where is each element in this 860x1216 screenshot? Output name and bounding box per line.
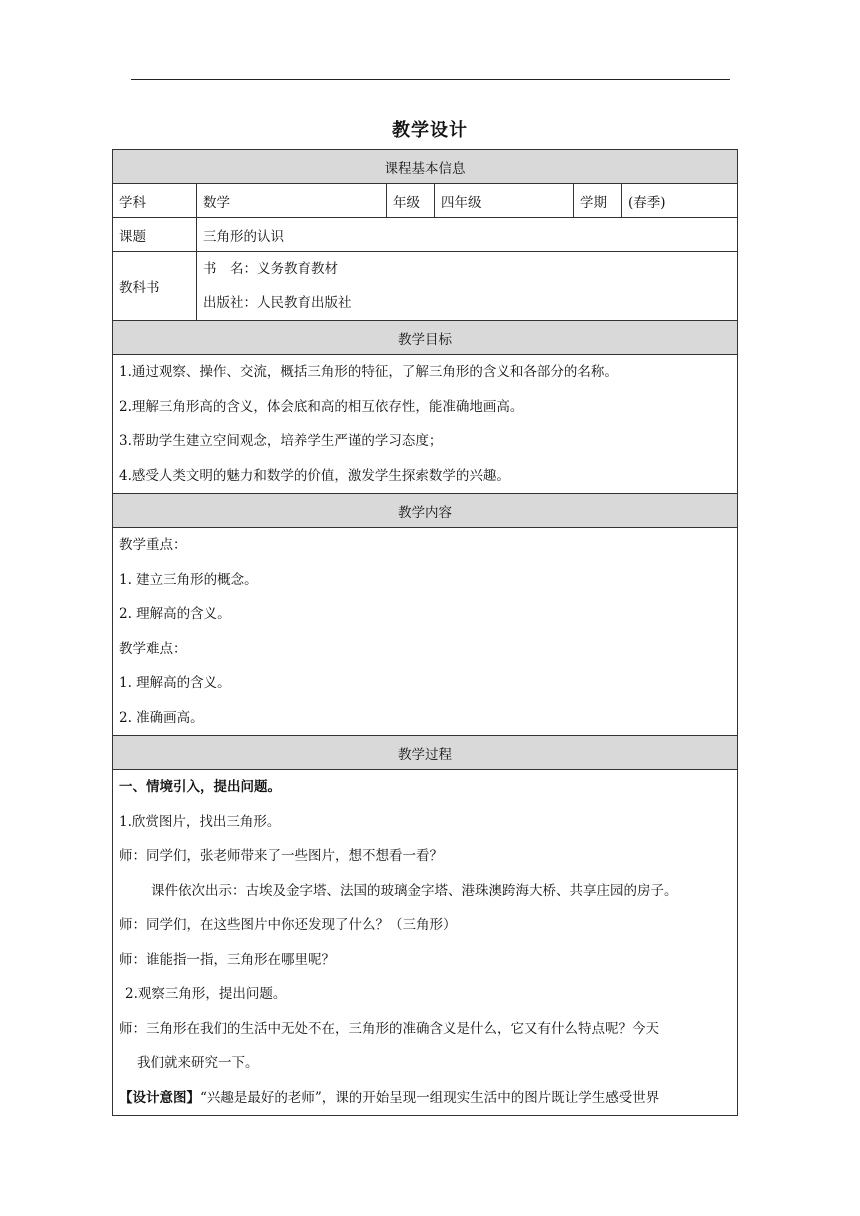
list-item: 2. 理解高的含义。 xyxy=(119,606,231,622)
teacher-line: 师：同学们，张老师带来了一些图片，想不想看一看？ xyxy=(119,848,443,864)
process-text xyxy=(113,770,738,1116)
topic-value: 三角形的认识 xyxy=(197,218,738,252)
grade-value: 四年级 xyxy=(435,184,574,218)
key-points-label: 教学重点： xyxy=(119,537,187,553)
teacher-line: 师：三角形在我们的生活中无处不在，三角形的准确含义是什么，它又有什么特点呢？今天 xyxy=(119,1020,659,1037)
design-intent-label: 【设计意图】 xyxy=(119,1089,200,1106)
header-rule xyxy=(131,79,730,80)
design-intent-text: “兴趣是最好的老师”，课的开始呈现一组现实生活中的图片既让学生感受世界 xyxy=(200,1089,660,1106)
section-header-basic: 课程基本信息 xyxy=(113,150,738,184)
textbook-info xyxy=(197,252,738,321)
list-item: 2. 准确画高。 xyxy=(119,709,204,726)
textbook-label: 教科书 xyxy=(113,252,197,321)
table-row xyxy=(113,218,738,252)
difficult-points-label: 教学难点： xyxy=(119,640,187,657)
section-header-content: 教学内容 xyxy=(113,494,738,528)
content-list xyxy=(113,528,738,736)
section-header-process: 教学过程 xyxy=(113,736,738,770)
page-title: 教学设计 xyxy=(392,120,468,141)
courseware-line: 课件依次出示：古埃及金字塔、法国的玻璃金字塔、港珠澳跨海大桥、共享庄园的房子。 xyxy=(151,882,678,899)
grade-label: 年级 xyxy=(387,184,435,218)
list-item: 2.理解三角形高的含义，体会底和高的相互依存性，能准确地画高。 xyxy=(119,398,524,415)
list-item: 4.感受人类文明的魅力和数学的价值，激发学生探索数学的兴趣。 xyxy=(119,467,510,484)
process-step: 2.观察三角形，提出问题。 xyxy=(125,986,287,1002)
term-label: 学期 xyxy=(574,184,622,218)
process-heading: 一、情境引入，提出问题。 xyxy=(119,779,281,795)
book-publisher: 出版社：人民教育出版社 xyxy=(203,295,352,311)
process-step: 1.欣赏图片，找出三角形。 xyxy=(119,813,281,830)
book-name: 书 名：义务教育教材 xyxy=(203,261,338,277)
list-item: 1.通过观察、操作、交流，概括三角形的特征，了解三角形的含义和各部分的名称。 xyxy=(119,364,618,380)
subject-value: 数学 xyxy=(197,184,387,218)
list-item: 3.帮助学生建立空间观念，培养学生严谨的学习态度； xyxy=(119,433,443,449)
teacher-line: 师：同学们，在这些图片中你还发现了什么？（三角形） xyxy=(119,917,457,933)
topic-label: 课题 xyxy=(113,218,197,252)
term-value: (春季) xyxy=(622,184,738,218)
teacher-line: 师：谁能指一指，三角形在哪里呢？ xyxy=(119,951,335,968)
table-row xyxy=(113,184,738,218)
list-item: 1. 理解高的含义。 xyxy=(119,675,231,691)
subject-label: 学科 xyxy=(113,184,197,218)
goals-list xyxy=(113,355,738,494)
table-row xyxy=(113,252,738,321)
list-item: 1. 建立三角形的概念。 xyxy=(119,571,258,588)
design-intent xyxy=(119,1081,731,1116)
teacher-line-continued: 我们就来研究一下。 xyxy=(137,1055,259,1071)
section-header-goals: 教学目标 xyxy=(113,321,738,355)
lesson-plan-table xyxy=(112,149,738,1116)
